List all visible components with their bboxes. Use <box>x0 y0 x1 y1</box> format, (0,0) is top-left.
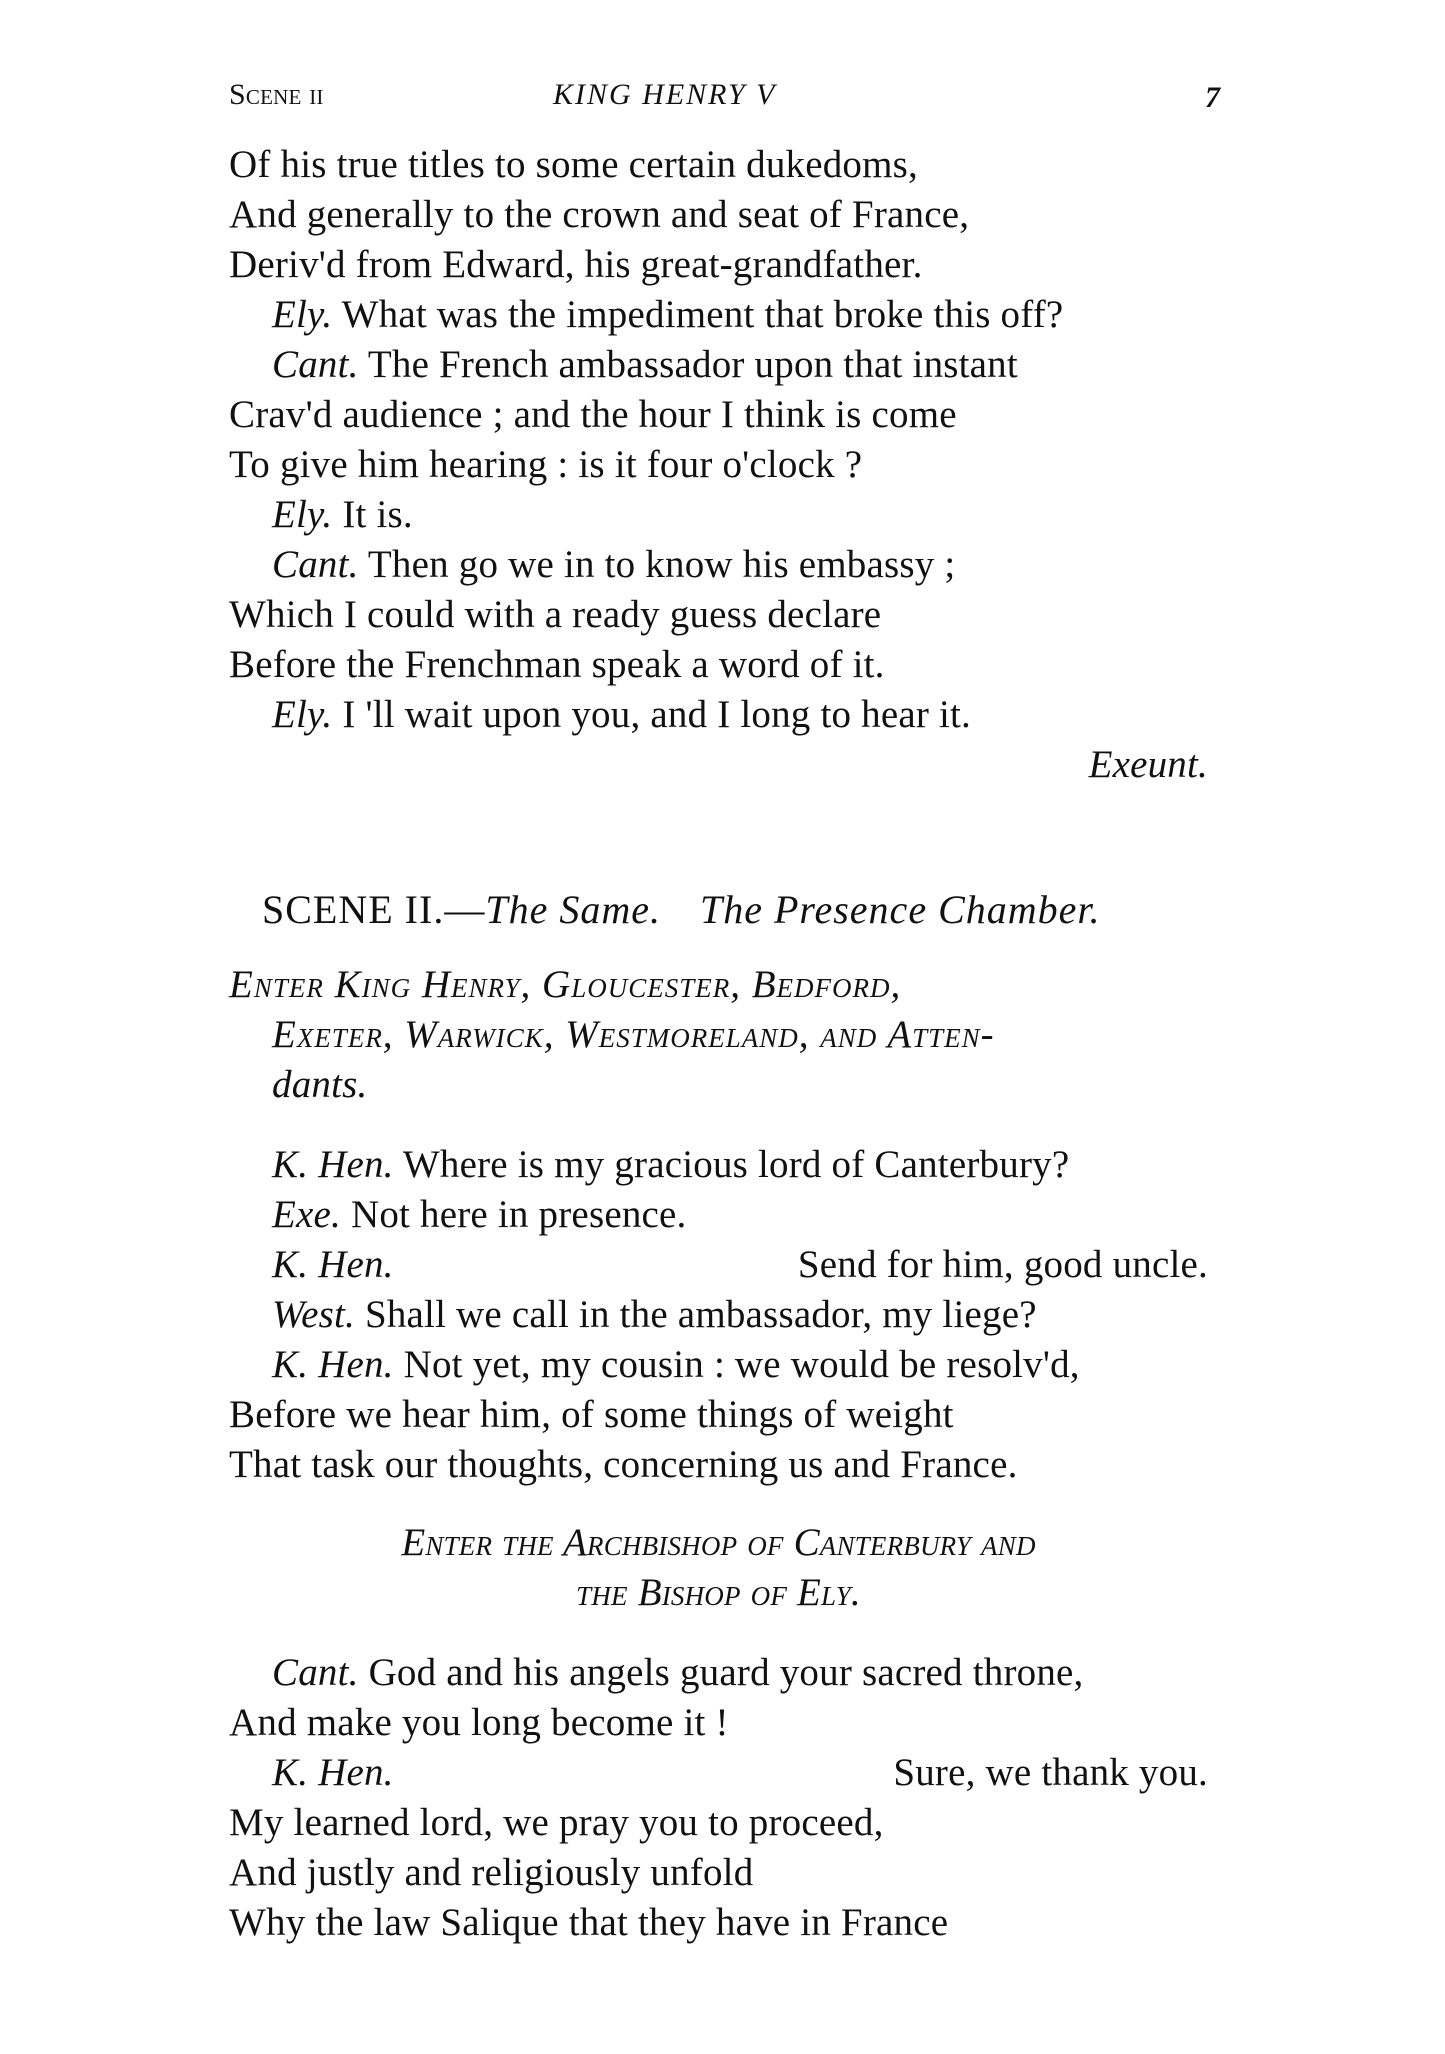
speaker-cant: Cant. <box>272 543 359 586</box>
entrance-direction: dants. <box>272 1063 368 1106</box>
speech-text: Sure, we thank you. <box>893 1751 1208 1794</box>
entrance-direction: Enter King Henry, Gloucester, Bedford, <box>229 963 902 1006</box>
verse-line: Before the Frenchman speak a word of it. <box>229 643 885 686</box>
stage-direction-exeunt: Exeunt. <box>1088 743 1208 786</box>
speaker-k-hen: K. Hen. <box>272 1751 394 1794</box>
speech-line <box>272 1648 1084 1698</box>
speech-line <box>272 690 971 740</box>
verse-line: My learned lord, we pray you to proceed, <box>229 1801 884 1844</box>
stage-direction-enter: the Bishop of Ely. <box>576 1571 861 1614</box>
running-head-scene: Scene ii <box>229 78 324 111</box>
scene-location: The Presence Chamber. <box>699 887 1101 932</box>
verse-line: To give him hearing : is it four o'clock ? <box>229 443 863 486</box>
speaker-cant: Cant. <box>272 1651 359 1694</box>
scene-heading: SCENE II.—The Same. The Presence Chamber. <box>262 887 1101 932</box>
entrance-direction: Exeter, Warwick, Westmoreland, and Atten- <box>272 1013 995 1056</box>
speech-line <box>272 340 1018 390</box>
verse-line: And make you long become it ! <box>229 1701 729 1744</box>
speech-line <box>272 290 1063 340</box>
page-number: 7 <box>1205 81 1221 114</box>
scene-place: The Same. <box>485 887 661 932</box>
speech-line <box>272 540 955 590</box>
speaker-exe: Exe. <box>272 1193 341 1236</box>
speech-text: Shall we call in the ambassador, my liege? <box>364 1293 1037 1336</box>
speech-text: I 'll wait upon you, and I long to hear it. <box>342 693 972 736</box>
running-head-title: KING HENRY V <box>553 78 777 111</box>
verse-line: Before we hear him, of some things of weight <box>229 1393 954 1436</box>
speaker-ely: Ely. <box>272 693 333 736</box>
speech-line <box>272 1190 687 1240</box>
speaker-ely: Ely. <box>272 293 333 336</box>
speaker-k-hen: K. Hen. <box>272 1343 394 1386</box>
speaker-k-hen: K. Hen. <box>272 1143 394 1186</box>
verse-line: Deriv'd from Edward, his great-grandfather. <box>229 243 923 286</box>
speech-text: Where is my gracious lord of Canterbury? <box>402 1143 1070 1186</box>
speech-text: The French ambassador upon that instant <box>367 343 1018 386</box>
verse-line: And generally to the crown and seat of France, <box>229 193 970 236</box>
verse-line: And justly and religiously unfold <box>229 1851 754 1894</box>
speech-text: Then go we in to know his embassy ; <box>367 543 956 586</box>
speech-text: Not here in presence. <box>350 1193 687 1236</box>
speech-text: God and his angels guard your sacred throne, <box>368 1651 1084 1694</box>
speech-line <box>272 490 413 540</box>
stage-direction-enter: Enter the Archbishop of Canterbury and <box>401 1521 1036 1564</box>
verse-line: Which I could with a ready guess declare <box>229 593 882 636</box>
speech-text: Send for him, good uncle. <box>797 1243 1208 1286</box>
speech-text: Not yet, my cousin : we would be resolv'd, <box>403 1343 1080 1386</box>
speech-text: What was the impediment that broke this off? <box>341 293 1064 336</box>
speaker-ely: Ely. <box>272 493 333 536</box>
speech-line <box>272 1290 1037 1340</box>
speech-line <box>272 1340 1080 1390</box>
verse-line: Of his true titles to some certain dukedoms, <box>229 143 918 186</box>
speech-line <box>272 1140 1069 1190</box>
verse-line: Crav'd audience ; and the hour I think is come <box>229 393 957 436</box>
speaker-cant: Cant. <box>272 343 359 386</box>
verse-line: Why the law Salique that they have in France <box>229 1901 949 1944</box>
speech-text: It is. <box>342 493 413 536</box>
speaker-west: West. <box>272 1293 355 1336</box>
verse-line: That task our thoughts, concerning us and France. <box>229 1443 1018 1486</box>
scene-number: SCENE II. <box>262 887 445 932</box>
speaker-k-hen: K. Hen. <box>272 1243 394 1286</box>
